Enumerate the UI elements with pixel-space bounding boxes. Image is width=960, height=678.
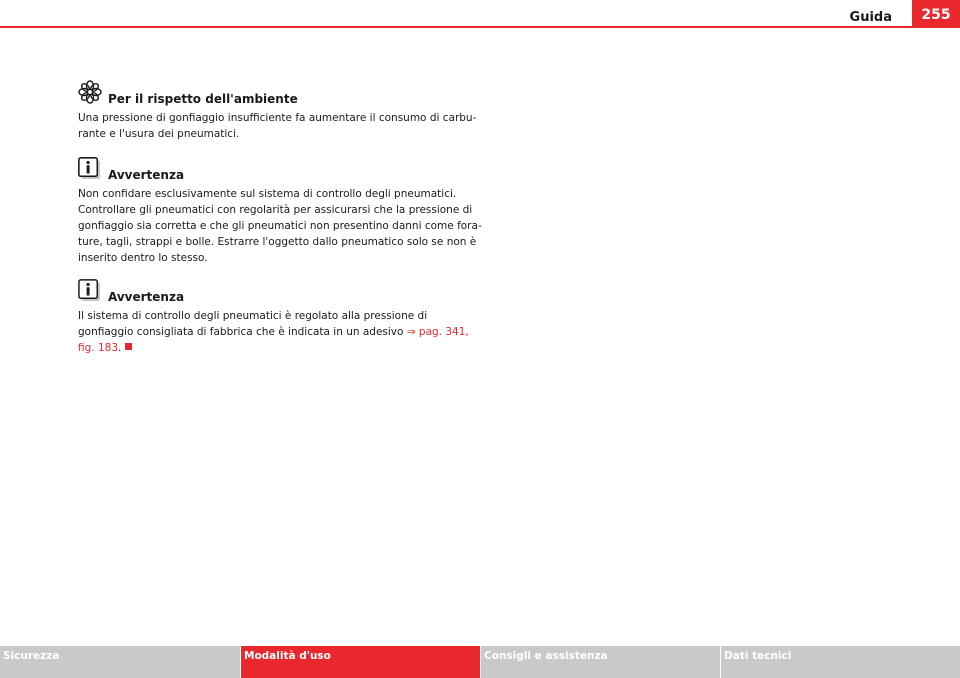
text-line: inserito dentro lo stesso. — [78, 252, 208, 264]
warning-heading-1 — [78, 156, 478, 186]
environment-text — [78, 110, 478, 142]
text-line — [78, 324, 478, 340]
text-span: . — [118, 342, 122, 354]
info-warning-icon — [78, 278, 100, 302]
environment-heading — [78, 80, 478, 110]
info-warning-icon — [78, 156, 100, 180]
page-number: 255 — [912, 0, 960, 26]
text-span: gonfiaggio consigliata di fabbrica che è indicata in un adesivo — [78, 326, 407, 338]
text-line: gonfiaggio sia corretta e che gli pneumatici non presentino danni come fora- — [78, 220, 482, 232]
footer-tab-modalita-uso[interactable]: Modalità d'uso — [241, 646, 481, 678]
text-line: Il sistema di controllo degli pneumatici è regolato alla pressione di — [78, 310, 428, 322]
footer-tab-sicurezza[interactable]: Sicurezza — [0, 646, 241, 678]
footer-tab-consigli-assistenza[interactable]: Consigli e assistenza — [481, 646, 721, 678]
warning-title-2: Avvertenza — [108, 290, 185, 304]
text-line: rante e l'usura dei pneumatici. — [78, 128, 240, 140]
header-rule — [0, 26, 960, 28]
warning-text-2 — [78, 308, 478, 356]
warning-title-1: Avvertenza — [108, 168, 185, 182]
text-line: ture, tagli, strappi e bolle. Estrarre l'oggetto dallo pneumatico solo se non è — [78, 236, 477, 248]
chapter-title: Guida — [849, 10, 892, 25]
environment-title: Per il rispetto dell'ambiente — [108, 92, 298, 106]
figure-reference-link[interactable]: fig. 183 — [78, 342, 118, 354]
footer-nav — [0, 646, 960, 678]
text-line: Una pressione di gonfiaggio insufficiente fa aumentare il consumo di carbu- — [78, 112, 477, 124]
environment-section — [78, 80, 478, 142]
flower-environment-icon — [78, 80, 102, 104]
text-line: Controllare gli pneumatici con regolarità per assicurarsi che la pressione di — [78, 204, 473, 216]
warning-text-1 — [78, 186, 482, 266]
text-line — [78, 340, 478, 356]
warning-section-2 — [78, 278, 478, 356]
warning-section-1 — [78, 156, 482, 266]
footer-tab-dati-tecnici[interactable]: Dati tecnici — [721, 646, 960, 678]
page-reference-link[interactable]: ⇒ pag. 341, — [406, 326, 469, 338]
end-of-section-mark — [125, 343, 132, 350]
text-line: Non confidare esclusivamente sul sistema di controllo degli pneumatici. — [78, 188, 457, 200]
warning-heading-2 — [78, 278, 478, 308]
